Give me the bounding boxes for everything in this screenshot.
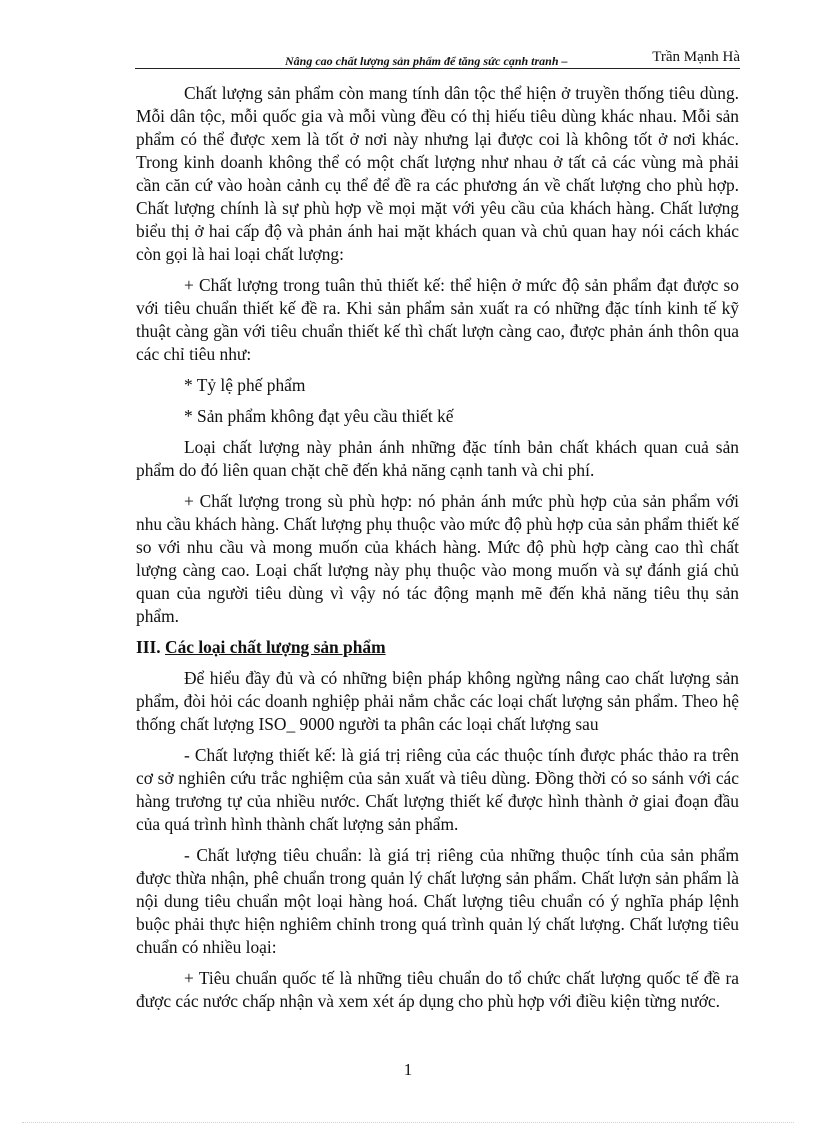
list-item-nonconforming-products: * Sản phẩm không đạt yêu cầu thiết kế — [184, 406, 454, 426]
page-header — [135, 42, 740, 69]
paragraph-design-quality: - Chất lượng thiết kế: là giá trị riêng của các thuộc tính được phác thảo ra trên cơ sở nghiên cứu trắc nghiệm của sản xuất và tiêu dùng. Đồng thời có so sánh với các hàng trương tự của nhiều nước. Chất lượng thiết kế được hình thành ở giai đoạn đầu của quá trình hình thành chất lượng sản phẩm. — [136, 745, 739, 834]
header-title: Nâng cao chất lượng sản phẩm để tăng sức cạnh tranh – — [285, 54, 568, 68]
paragraph-design-compliance: + Chất lượng trong tuân thủ thiết kế: thể hiện ở mức độ sản phẩm đạt được so với tiêu chuẩn thiết kế đề ra. Khi sản phẩm sản xuất ra có những đặc tính kinh tế kỹ thuật càng gần với tiêu chuẩn thiết kế thì chất lượn càng cao, được phản ánh thôn qua các chỉ tiêu như: — [136, 275, 739, 364]
list-item-defect-rate: * Tỷ lệ phế phẩm — [184, 375, 306, 395]
paragraph-international-standard: + Tiêu chuẩn quốc tế là những tiêu chuẩn do tổ chức chất lượng quốc tế đề ra được các nước chấp nhận và xem xét áp dụng cho phù hợp với điều kiện từng nước. — [136, 968, 739, 1011]
paragraph-national-character: Chất lượng sản phẩm còn mang tính dân tộc thể hiện ở truyền thống tiêu dùng. Mỗi dân tộc, mỗi quốc gia và mỗi vùng đều có thị hiếu tiêu dùng khác nhau. Mỗi sản phẩm có thể được xem là tốt ở nơi này nhưng lại được coi là không tốt ở nơi khác. Trong kinh doanh không thể có một chất lượng như nhau ở tất cả các vùng mà phải cần căn cứ vào hoàn cảnh cụ thể để đề ra các phương án về chất lượng cho phù hợp. Chất lượng chính là sự phù hợp về mọi mặt với yêu cầu của khách hàng. Chất lượng biểu thị ở hai cấp độ và phản ánh hai mặt khách quan và chủ quan hay nói cách khác còn gọi là hai loại chất lượng: — [136, 83, 739, 264]
paragraph-quality-types-intro: Để hiểu đầy đủ và có những biện pháp không ngừng nâng cao chất lượng sản phẩm, đòi hỏi các doanh nghiệp phải nắm chắc các loại chất lượng sản phẩm. Theo hệ thống chất lượng ISO_ 9000 người ta phân các loại chất lượng sau — [136, 668, 739, 734]
document-body — [136, 82, 739, 1021]
paragraph-standard-quality: - Chất lượng tiêu chuẩn: là giá trị riêng của những thuộc tính của sản phẩm được thừa nhận, phê chuẩn trong quản lý chất lượng sản phẩm. Chất lượn sản phẩm là nội dung tiêu chuẩn một loại hàng hoá. Chất lượng tiêu chuẩn có ý nghĩa pháp lệnh buộc phải thực hiện nghiêm chỉnh trong quá trình quản lý chất lượng. Chất lượng tiêu chuẩn có nhiều loại: — [136, 845, 739, 957]
page-number: 1 — [403, 1060, 413, 1079]
section-heading-text: Các loại chất lượng sản phẩm — [165, 637, 386, 657]
paragraph-fit-quality: + Chất lượng trong sù phù hợp: nó phản ánh mức phù hợp của sản phẩm với nhu cầu khách hàng. Chất lượng phụ thuộc vào mức độ phù hợp của sản phẩm thiết kế so với nhu cầu và mong muốn của khách hàng. Mức độ phù hợp càng cao thì chất lượng càng cao. Loại chất lượng này phụ thuộc vào mong muốn và sự đánh giá chủ quan của người tiêu dùng vì vậy nó tác động mạnh mẽ đến khả năng tiêu thụ sản phẩm. — [136, 491, 739, 626]
section-heading-number: III. — [136, 637, 161, 657]
section-heading — [136, 636, 739, 659]
header-author: Trần Mạnh Hà — [652, 49, 740, 65]
paragraph-objective-quality: Loại chất lượng này phản ánh những đặc tính bản chất khách quan cuả sản phẩm do đó liên quan chặt chẽ đến khả năng cạnh tanh và chi phí. — [136, 437, 739, 480]
